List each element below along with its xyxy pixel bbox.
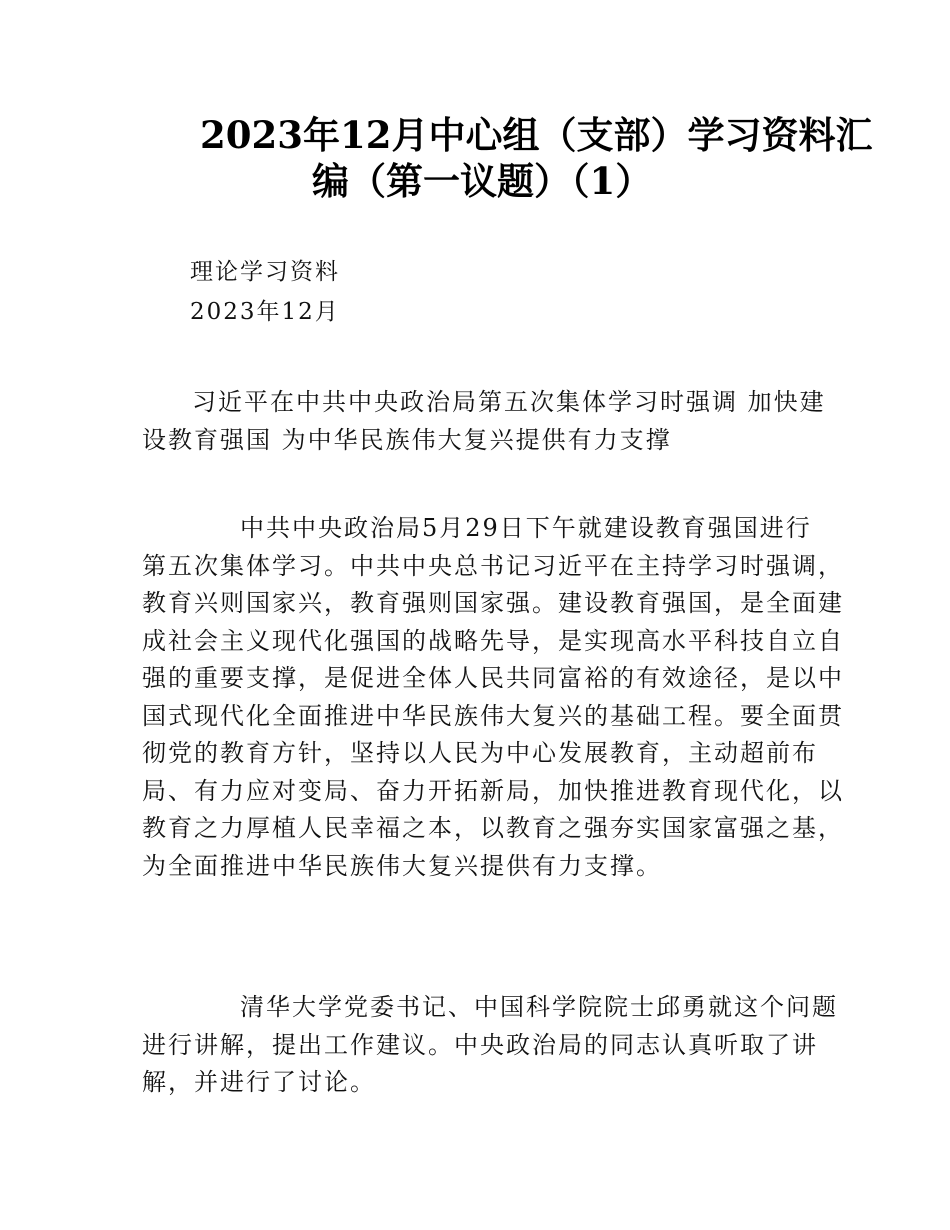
paragraph-line: 强的重要支撑，是促进全体人民共同富裕的有效途径，是以中	[142, 664, 844, 692]
paragraph-line: 进行讲解，提出工作建议。中央政治局的同志认真听取了讲	[142, 1030, 818, 1059]
title-line-1: 2023年12月中心组（支部）学习资料汇	[200, 113, 873, 157]
paragraph-line: 第五次集体学习。中共中央总书记习近平在主持学习时强调，	[142, 551, 844, 580]
paragraph-body-1	[142, 510, 844, 885]
document-title	[140, 112, 873, 204]
paragraph-line: 教育之力厚植人民幸福之本，以教育之强夯实国家富强之基，	[142, 814, 844, 842]
paragraph-line: 彻党的教育方针，坚持以人民为中心发展教育，主动超前布	[142, 739, 818, 767]
document-meta	[190, 252, 340, 332]
paragraph-line: 为全面推进中华民族伟大复兴提供有力支撑。	[142, 851, 662, 880]
paragraph-line: 习近平在中共中央政治局第五次集体学习时强调 加快建	[192, 388, 826, 416]
paragraph-body-2	[142, 989, 838, 1102]
paragraph-line: 清华大学党委书记、中国科学院院士邱勇就这个问题	[240, 993, 838, 1021]
meta-date: 2023年12月	[190, 299, 340, 325]
paragraph-line: 中共中央政治局5月29日下午就建设教育强国进行	[240, 514, 812, 542]
title-line-2: 编（第一议题）（1）	[312, 159, 653, 203]
paragraph-line: 设教育强国 为中华民族伟大复兴提供有力支撑	[142, 425, 672, 454]
meta-category: 理论学习资料	[190, 259, 340, 285]
paragraph-line: 局、有力应对变局、奋力开拓新局，加快推进教育现代化，以	[142, 776, 844, 805]
paragraph-line: 成社会主义现代化强国的战略先导，是实现高水平科技自立自	[142, 626, 844, 655]
paragraph-line: 解，并进行了讨论。	[142, 1068, 376, 1096]
paragraph-headline	[142, 384, 826, 459]
paragraph-line: 教育兴则国家兴，教育强则国家强。建设教育强国，是全面建	[142, 589, 844, 617]
paragraph-line: 国式现代化全面推进中华民族伟大复兴的基础工程。要全面贯	[142, 701, 844, 730]
